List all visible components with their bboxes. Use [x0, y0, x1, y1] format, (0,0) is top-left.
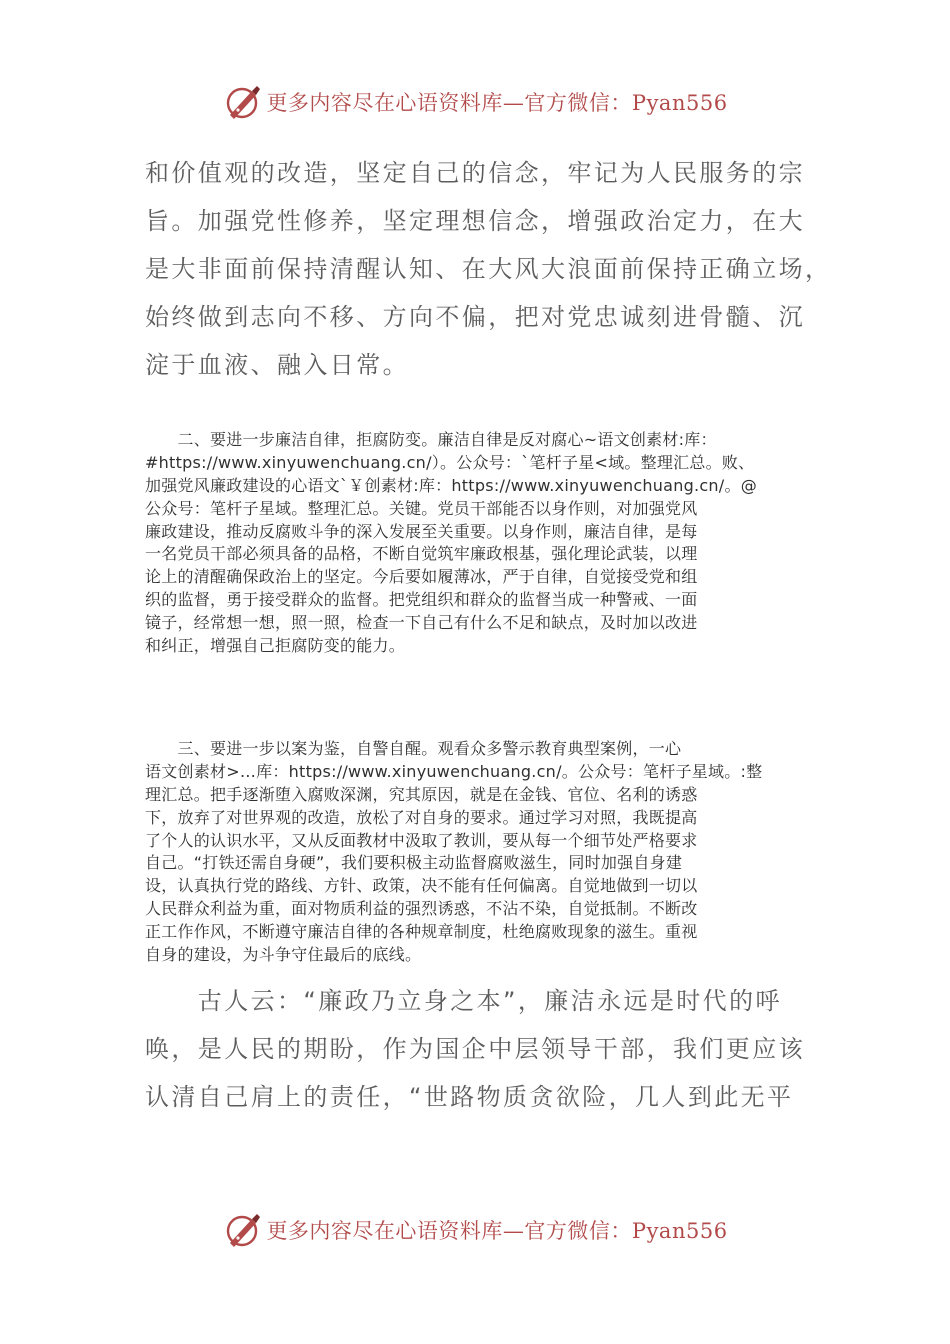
text-line: 旨。加强党性修养，坚定理想信念，增强政治定力，在大 — [145, 207, 805, 235]
paragraph-closing — [145, 977, 820, 1121]
banner-text: 更多内容尽在心语资料库—官方微信：Pyan556 — [266, 91, 728, 115]
text-line: 了个人的认识水平，又从反面教材中汲取了教训，要从每一个细节处严格要求 — [145, 830, 698, 850]
text-line: 自身的建设，为斗争守住最后的底线。 — [145, 945, 422, 965]
text-line: 设，认真执行党的路线、方针、政策，决不能有任何偏离。自觉地做到一切以 — [145, 876, 698, 896]
text-line: 是大非面前保持清醒认知、在大风大浪面前保持正确立场， — [145, 255, 832, 283]
text-line: 三、要进一步以案为鉴，自警自醒。观看众多警示教育典型案例，一心 — [145, 739, 682, 758]
paragraph-section-two — [145, 429, 805, 658]
pen-nib-circle-logo-icon — [222, 82, 262, 122]
text-line: 镜子，经常想一想，照一照，检查一下自己有什么不足和缺点，及时加以改进 — [145, 613, 698, 633]
text-line: 论上的清醒确保政治上的坚定。今后要如履薄冰，严于自律，自觉接受党和组 — [145, 567, 698, 587]
text-line: 加强党风廉政建设的心语文`￥创素材:库：https://www.xinyuwenchuang.cn/。@ — [145, 475, 757, 495]
text-line: 公众号：笔杆子星域。整理汇总。关键。党员干部能否以身作则，对加强党风 — [145, 498, 698, 518]
header-banner — [0, 80, 950, 124]
text-line: 认清自己肩上的责任，“世路物质贪欲险，几人到此无平 — [145, 1083, 794, 1111]
text-line: 二、要进一步廉洁自律，拒腐防变。廉洁自律是反对腐心~语文创素材:库： — [145, 430, 717, 449]
text-line: 唤，是人民的期盼，作为国企中层领导干部，我们更应该 — [145, 1035, 805, 1063]
text-line: #https://www.xinyuwenchuang.cn/）。公众号：`笔杆子星<域。整理汇总。败、 — [145, 452, 755, 472]
text-line: 和价值观的改造，坚定自己的信念，牢记为人民服务的宗 — [145, 159, 805, 187]
footer-banner — [0, 1208, 950, 1252]
text-line: 人民群众利益为重，面对物质利益的强烈诱惑，不沾不染，自觉抵制。不断改 — [145, 899, 698, 919]
text-line: 自己。“打铁还需自身硬”，我们要积极主动监督腐败滋生，同时加强自身建 — [145, 853, 683, 873]
text-line: 织的监督，勇于接受群众的监督。把党组织和群众的监督当成一种警戒、一面 — [145, 590, 698, 610]
paragraph-continuation — [145, 149, 832, 389]
paragraph-section-three — [145, 738, 805, 967]
text-line: 正工作作风，不断遵守廉洁自律的各种规章制度，杜绝腐败现象的滋生。重视 — [145, 922, 698, 942]
text-line: 语文创素材>…库：https://www.xinyuwenchuang.cn/。公众号：笔杆子星域。:整 — [145, 761, 763, 781]
text-line: 廉政建设，推动反腐败斗争的深入发展至关重要。以身作则，廉洁自律，是每 — [145, 521, 698, 541]
text-line: 和纠正，增强自己拒腐防变的能力。 — [145, 636, 406, 656]
text-line: 古人云：“廉政乃立身之本”，廉洁永远是时代的呼 — [145, 987, 782, 1015]
text-line: 理汇总。把手逐渐堕入腐败深渊，究其原因，就是在金钱、官位、名利的诱惑 — [145, 784, 698, 804]
banner-text: 更多内容尽在心语资料库—官方微信：Pyan556 — [266, 1219, 728, 1243]
text-line: 一名党员干部必须具备的品格，不断自觉筑牢廉政根基，强化理论武装，以理 — [145, 544, 698, 564]
pen-nib-circle-logo-icon — [222, 1210, 262, 1250]
text-line: 淀于血液、融入日常。 — [145, 351, 409, 379]
text-line: 下，放弃了对世界观的改造，放松了对自身的要求。通过学习对照，我既提高 — [145, 807, 698, 827]
text-line: 始终做到志向不移、方向不偏，把对党忠诚刻进骨髓、沉 — [145, 303, 805, 331]
